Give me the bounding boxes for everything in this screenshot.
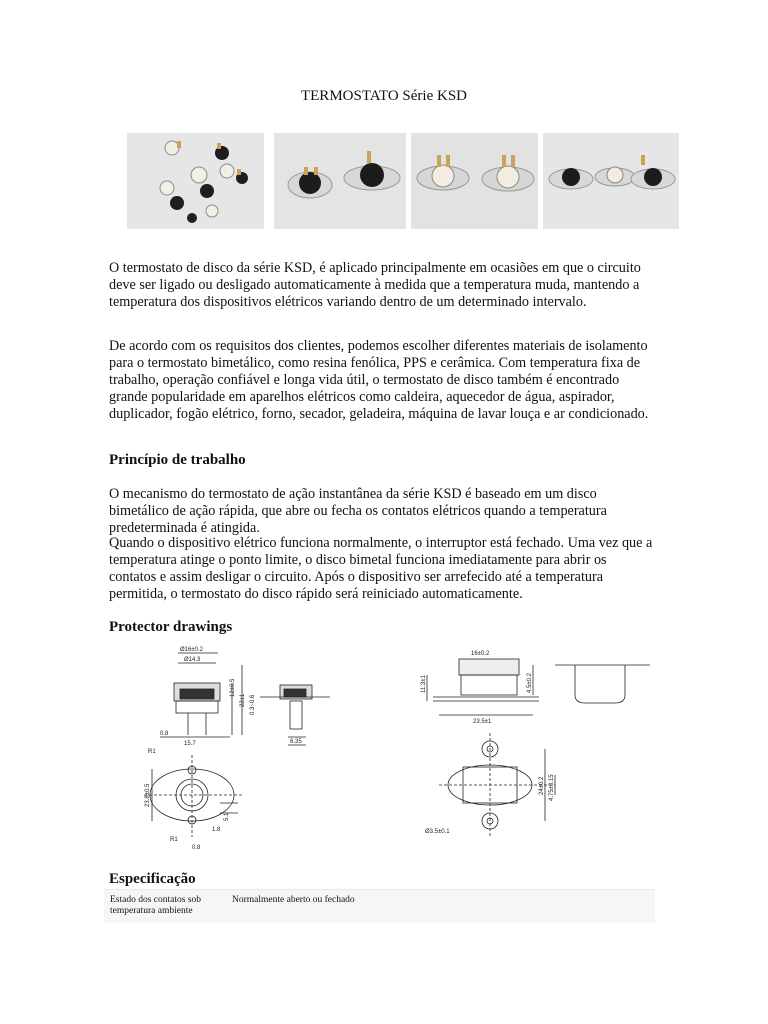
heading-spec: Especificação [109, 871, 196, 887]
spec-row-value: Normalmente aberto ou fechado [232, 895, 355, 905]
dim-label: R1 [148, 749, 156, 755]
dim-label: 15.7 [184, 741, 196, 747]
paragraph-mechanism: O mecanismo do termostato de ação instantânea da série KSD é baseado em um disco bimetálico de ação rápida, que abre ou fecha os contatos elétricos quando a temperatura predeterminada é atingida. [109, 486, 607, 536]
paragraph-materials: De acordo com os requisitos dos clientes, podemos escolher diferentes materiais de isolamento para o termostato bimetálico, como resina fenólica, PPS e cerâmica. Com temperatura fixa de trabalho, operação confiável e longa vida útil, o termostato de disco também é encontrado grande popularidade em aparelhos elétricos como caldeira, aquecedor de água, aspirador, duplicador, fogão elétrico, forno, secador, geladeira, máquina de lavar louça e ar condicionado. [109, 338, 649, 422]
product-photo-group [127, 133, 264, 229]
paragraph-operation: Quando o dispositivo elétrico funciona normalmente, o interruptor está fechado. Uma vez que a temperatura atinge o ponto limite, o disco bimetal funciona imediatamente para abrir os contatos e assim desligar o circuito. Após o dispositivo ser arrefecido até a temperatura permitida, o termostato do disco rápido será reiniciado automaticamente. [109, 535, 653, 602]
document-title: TERMOSTATO Série KSD [300, 88, 468, 104]
dim-label: 12±0.5 [230, 678, 236, 697]
heading-principle: Princípio de trabalho [109, 452, 246, 468]
paragraph-intro: O termostato de disco da série KSD, é aplicado principalmente em ocasiões em que o circuito deve ser ligado ou desligado automaticamente à medida que a temperatura muda, mantendo a temperatura dos dispositivos elétricos variando dentro de um determinado intervalo. [109, 260, 641, 310]
dim-label: Ø14.3 [184, 657, 201, 663]
dim-label: 22±1 [240, 693, 246, 707]
product-photo-ceramic-thermostats [411, 133, 538, 229]
dim-label: 5.1 [224, 812, 230, 821]
product-photo-two-thermostats [274, 133, 406, 229]
spec-row-label: Estado dos contatos sob temperatura ambiente [110, 895, 202, 916]
dim-label: 4.75±0.15 [549, 774, 555, 801]
dim-label: 0.8 [160, 731, 169, 737]
dim-label: 0.3~0.6 [250, 694, 256, 715]
heading-drawings: Protector drawings [109, 619, 233, 635]
dim-label: 0.8 [192, 845, 201, 851]
dim-label: Ø16±0.2 [180, 647, 203, 653]
dim-label: Ø3.5±0.1 [425, 829, 450, 835]
technical-drawing-right [415, 645, 660, 845]
dim-label: 16±0.2 [471, 651, 490, 657]
technical-drawing-left [130, 645, 340, 855]
spec-table [104, 889, 655, 923]
dim-label: 4.5±0.2 [527, 673, 533, 693]
dim-label: R1 [170, 837, 178, 843]
dim-label: 23.5±1 [473, 719, 492, 725]
dim-label: 11.3±1 [421, 675, 427, 693]
product-photo-three-thermostats [543, 133, 679, 229]
dim-label: 1.8 [212, 827, 221, 833]
dim-label: 24±0.2 [539, 776, 545, 795]
dim-label: 23.8±0.5 [145, 783, 151, 807]
dim-label: 6.35 [290, 739, 302, 745]
